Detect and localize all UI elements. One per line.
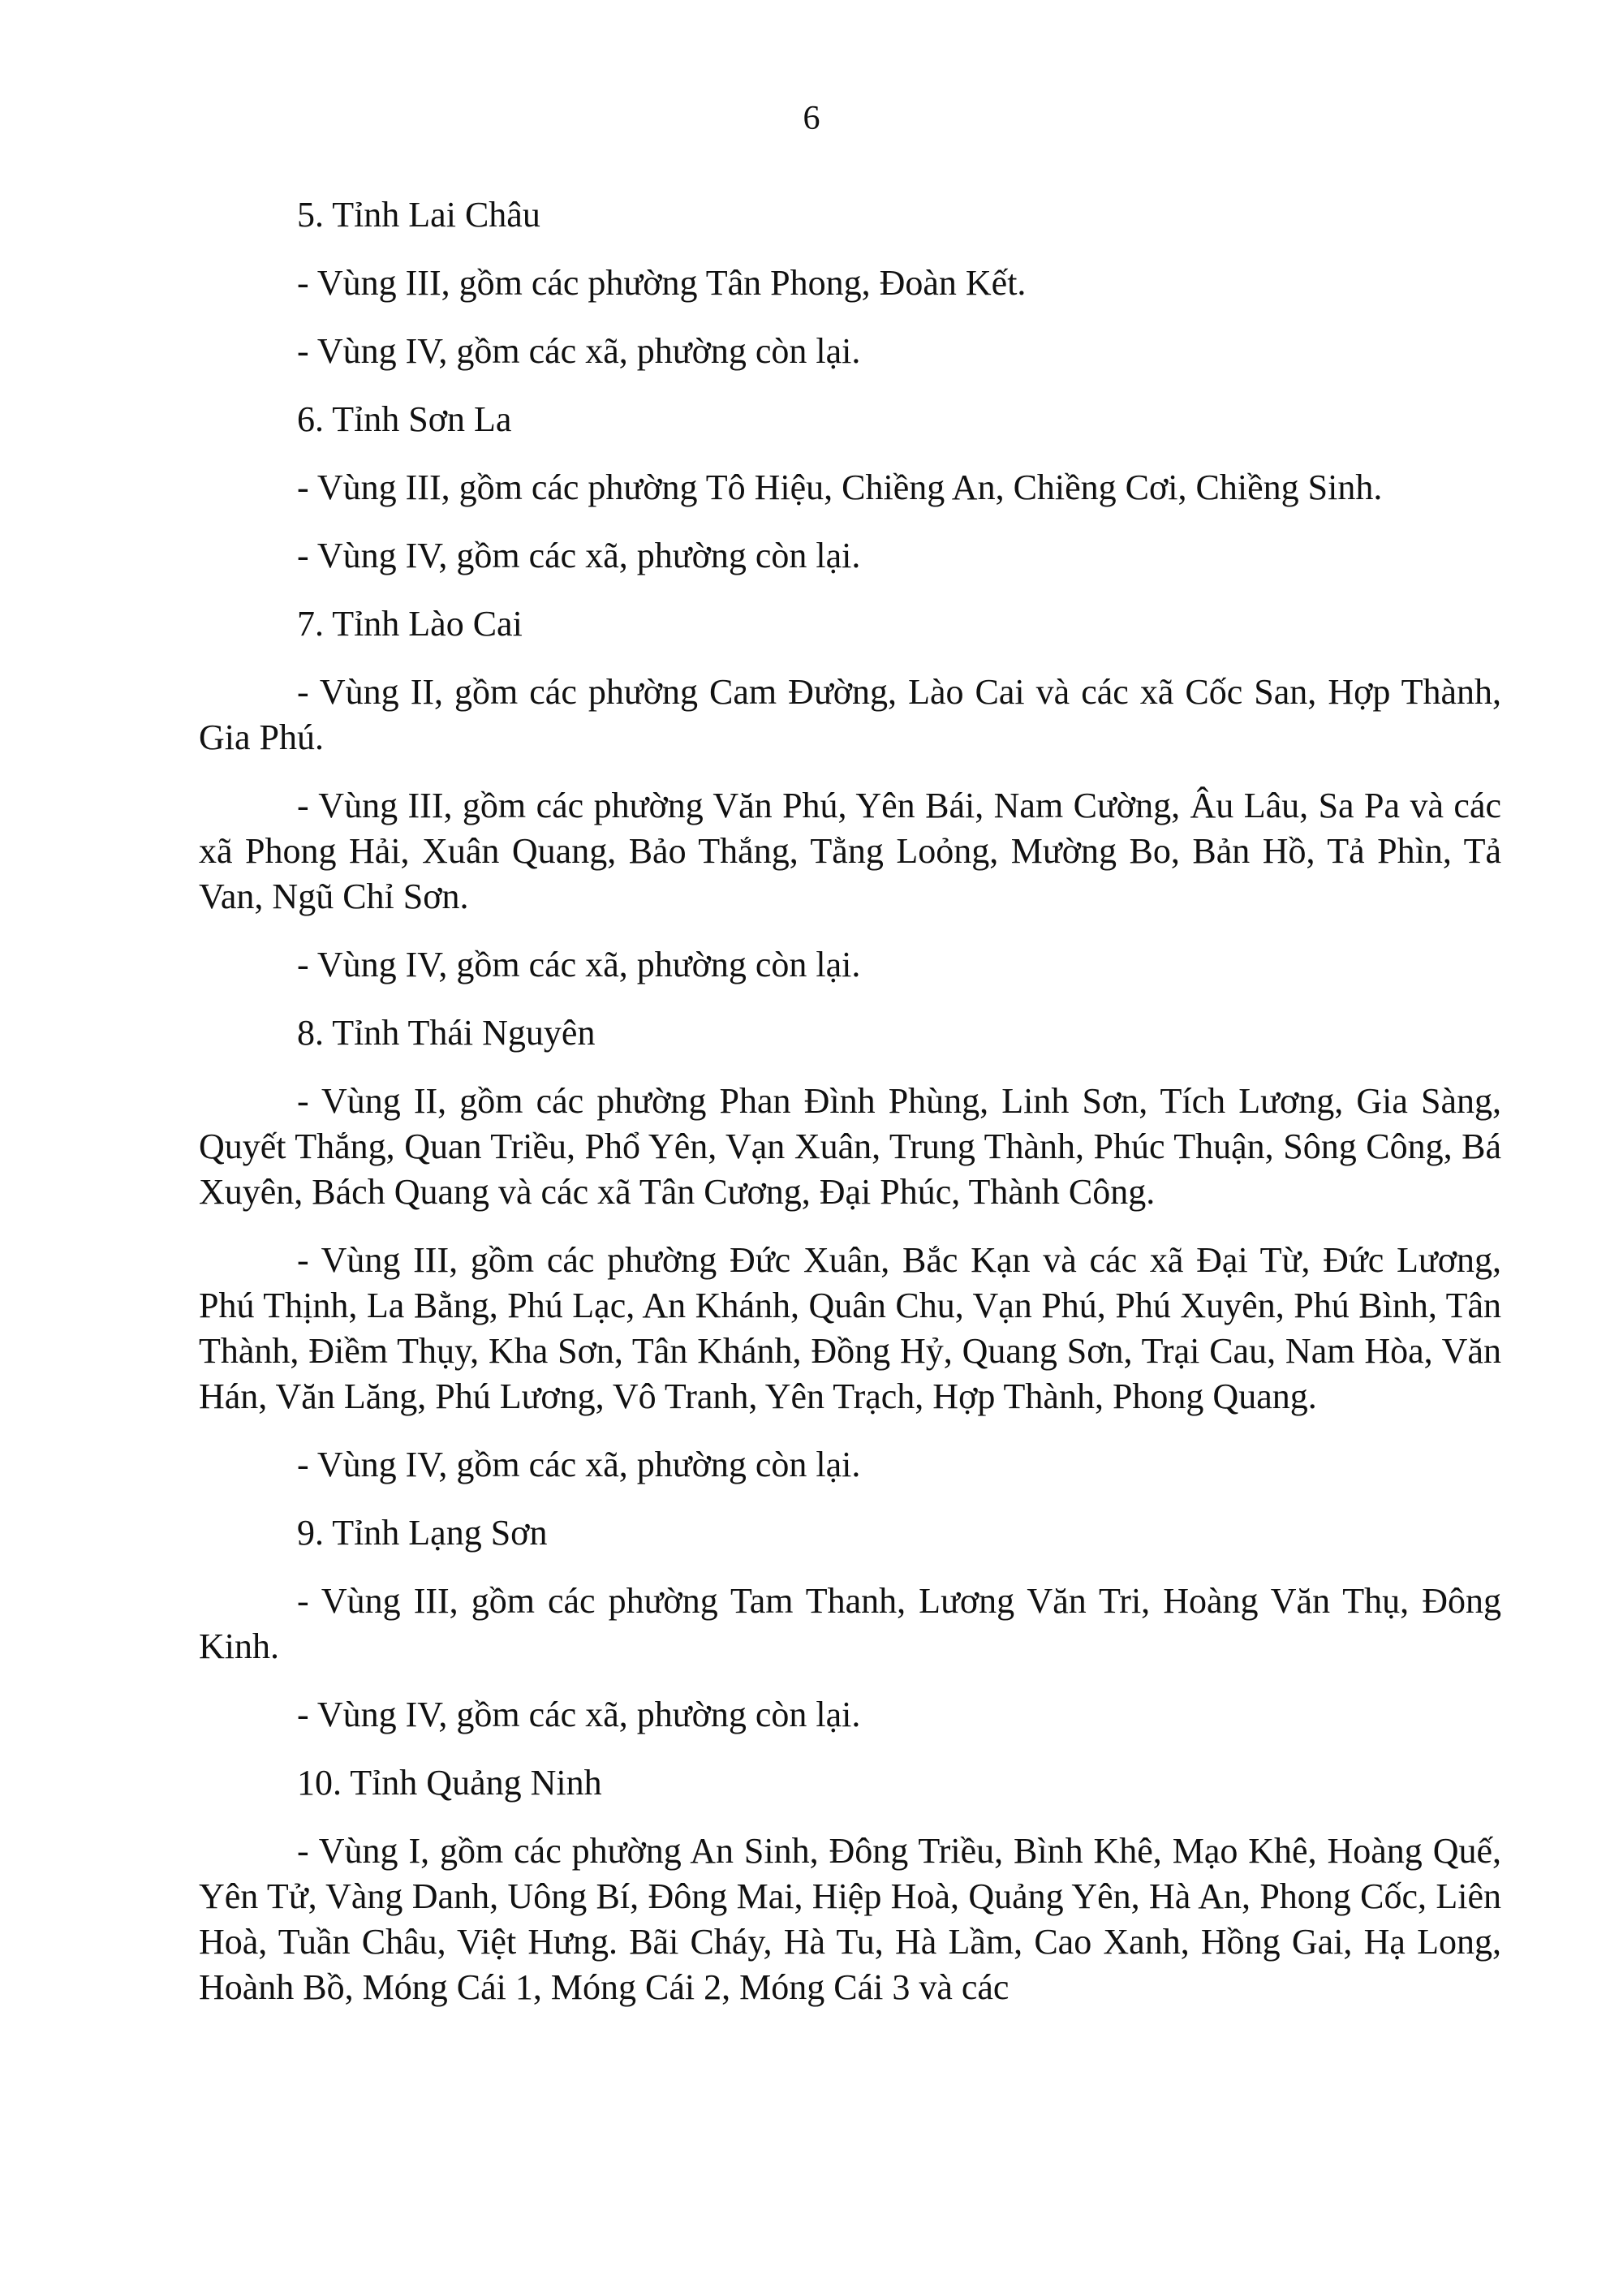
paragraph: - Vùng III, gồm các phường Đức Xuân, Bắc Kạn và các xã Đại Từ, Đức Lương, Phú Thịnh, La Bằng, Phú Lạc, An Khánh, Quân Chu, Vạn Phú, Phú Xuyên, Phú Bình, Tân Thành, Điềm Thụy, Kha Sơn, Tân Khánh, Đồng Hỷ, Quang Sơn, Trại Cau, Nam Hòa, Văn Hán, Văn Lăng, Phú Lương, Vô Tranh, Yên Trạch, Hợp Thành, Phong Quang. xyxy=(199,1240,1501,1416)
heading-son-la: 6. Tỉnh Sơn La xyxy=(297,399,512,439)
heading-lao-cai: 7. Tỉnh Lào Cai xyxy=(297,604,523,644)
paragraph: - Vùng III, gồm các phường Tam Thanh, Lương Văn Tri, Hoàng Văn Thụ, Đông Kinh. xyxy=(199,1581,1501,1666)
heading-thai-nguyen: 8. Tỉnh Thái Nguyên xyxy=(297,1013,596,1053)
paragraph: - Vùng III, gồm các phường Tân Phong, Đoàn Kết. xyxy=(297,263,1027,303)
paragraph: - Vùng II, gồm các phường Phan Đình Phùng, Linh Sơn, Tích Lương, Gia Sàng, Quyết Thắng, Quan Triều, Phổ Yên, Vạn Xuân, Trung Thành, Phúc Thuận, Sông Công, Bá Xuyên, Bách Quang và các xã Tân Cương, Đại Phúc, Thành Công. xyxy=(199,1081,1501,1212)
paragraph: - Vùng IV, gồm các xã, phường còn lại. xyxy=(297,1445,861,1484)
paragraph: - Vùng IV, gồm các xã, phường còn lại. xyxy=(297,331,861,371)
heading-lang-son: 9. Tỉnh Lạng Sơn xyxy=(297,1513,548,1553)
paragraph: - Vùng III, gồm các phường Tô Hiệu, Chiềng An, Chiềng Cơi, Chiềng Sinh. xyxy=(297,467,1383,507)
paragraph: - Vùng IV, gồm các xã, phường còn lại. xyxy=(297,1695,861,1734)
paragraph: - Vùng III, gồm các phường Văn Phú, Yên Bái, Nam Cường, Âu Lâu, Sa Pa và các xã Phong Hải, Xuân Quang, Bảo Thắng, Tằng Loỏng, Mường Bo, Bản Hồ, Tả Phìn, Tả Van, Ngũ Chỉ Sơn. xyxy=(199,786,1501,916)
paragraph: - Vùng IV, gồm các xã, phường còn lại. xyxy=(297,945,861,984)
heading-quang-ninh: 10. Tỉnh Quảng Ninh xyxy=(297,1763,602,1803)
paragraph: - Vùng IV, gồm các xã, phường còn lại. xyxy=(297,536,861,575)
page-number: 6 xyxy=(803,100,820,137)
paragraph: - Vùng I, gồm các phường An Sinh, Đông Triều, Bình Khê, Mạo Khê, Hoàng Quế, Yên Tử, Vàng Danh, Uông Bí, Đông Mai, Hiệp Hoà, Quảng Yên, Hà An, Phong Cốc, Liên Hoà, Tuần Châu, Việt Hưng. Bãi Cháy, Hà Tu, Hà Lầm, Cao Xanh, Hồng Gai, Hạ Long, Hoành Bồ, Móng Cái 1, Móng Cái 2, Móng Cái 3 và các xyxy=(199,1831,1501,2007)
paragraph: - Vùng II, gồm các phường Cam Đường, Lào Cai và các xã Cốc San, Hợp Thành, Gia Phú. xyxy=(199,672,1501,757)
document-body xyxy=(199,192,1501,2033)
heading-lai-chau: 5. Tỉnh Lai Châu xyxy=(297,195,540,235)
